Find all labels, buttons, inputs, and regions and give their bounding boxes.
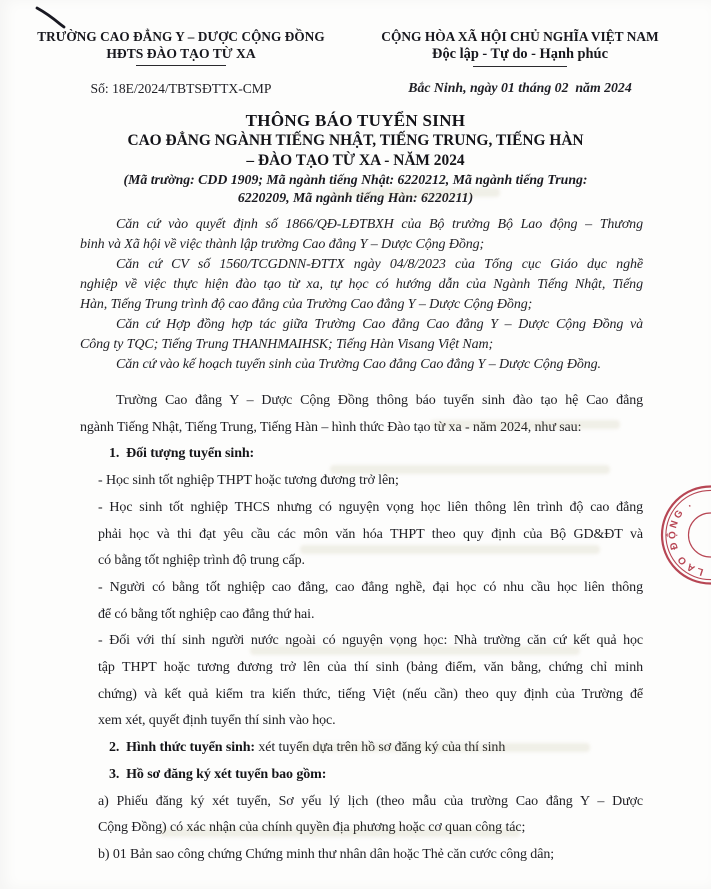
issuing-org-block xyxy=(30,28,332,97)
title-codes-line-1: (Mã trường: CDD 1909; Mã ngành tiếng Nhật: 6220212, Mã ngành tiếng Trung: xyxy=(123,172,588,187)
stamp-inner-ring xyxy=(689,513,711,557)
bleed-artifact xyxy=(330,188,500,197)
text-segment: Căn cứ vào kế hoạch tuyển sinh của Trường Cao đẳng Cao đẳng Y – Dược Cộng Đồng. xyxy=(116,357,601,372)
text-segment: xét tuyển dựa trên hồ sơ đăng ký của thí sinh xyxy=(254,740,506,756)
title-line-2: CAO ĐẲNG NGÀNH TIẾNG NHẬT, TIẾNG TRUNG, TIẾNG HÀN xyxy=(127,132,584,149)
title-codes-line-2: 6220209, Mã ngành tiếng Hàn: 6220211) xyxy=(237,190,474,205)
text-segment: 3. Hồ sơ đăng ký xét tuyển bao gồm: xyxy=(109,766,327,782)
body-line xyxy=(98,655,643,682)
bleed-artifact xyxy=(430,420,620,429)
text-segment: nghiệp về việc thực hiện đào tạo từ xa, tự học có hướng dẫn của Ngành Tiếng Nhật, Tiếng xyxy=(80,277,643,292)
bleed-artifact xyxy=(300,743,590,752)
org-name: TRƯỜNG CAO ĐẲNG Y – DƯỢC CỘNG ĐỒNG xyxy=(37,29,325,44)
body-line xyxy=(80,355,643,375)
red-stamp xyxy=(650,478,711,592)
document-body xyxy=(80,215,643,869)
body-line xyxy=(109,762,643,789)
text-segment: a) Phiếu đăng ký xét tuyển, Sơ yếu lý lịch (theo mẫu của trường Cao đẳng Y – Dược xyxy=(98,793,643,809)
body-line xyxy=(80,295,643,315)
body-line xyxy=(80,275,643,295)
national-motto-block xyxy=(361,28,679,97)
text-segment: 2. Hình thức tuyển sinh: xyxy=(109,740,255,756)
body-line xyxy=(98,602,643,629)
body-line xyxy=(80,335,643,355)
text-segment: xem xét, quyết định tuyển thí sinh vào học. xyxy=(98,713,336,729)
text-segment: - Đối với thí sinh người nước ngoài có nguyện vọng học: Nhà trường căn cứ kết quả học xyxy=(98,633,643,649)
text-segment: - Học sinh tốt nghiệp THCS nhưng có nguyện vọng học liên thông lên trình độ cao đẳng xyxy=(98,499,643,515)
text-segment: Căn cứ CV số 1560/TCGDNN-ĐTTX ngày 04/8/2023 của Tổng cục Giáo dục nghề xyxy=(116,257,643,272)
text-segment: tập THPT hoặc tương đương trở lên của thí sinh (bảng điểm, văn bằng, chứng chỉ minh xyxy=(98,660,643,676)
text-segment: - Người có bằng tốt nghiệp cao đẳng, cao đẳng nghề, đại học có nhu cầu học liên thông xyxy=(98,579,643,595)
place-date: Bắc Ninh, ngày 01 tháng 02 năm 2024 xyxy=(408,80,632,95)
national-title: CỘNG HÒA XÃ HỘI CHỦ NGHĨA VIỆT NAM xyxy=(381,29,659,44)
text-segment: Trường Cao đẳng Y – Dược Cộng Đồng thông báo tuyển sinh đào tạo hệ Cao đẳng xyxy=(116,393,643,408)
text-segment: Căn cứ Hợp đồng hợp tác giữa Trường Cao đẳng Cao đẳng Y – Dược Cộng Đồng và xyxy=(116,317,643,332)
doc-number: Số: 18E/2024/TBTSĐTTX-CMP xyxy=(90,81,272,96)
body-line xyxy=(98,789,643,816)
bleed-artifact xyxy=(250,646,580,655)
text-segment: 1. Đối tượng tuyển sinh: xyxy=(109,446,255,462)
text-segment: để có bằng tốt nghiệp cao đẳng thứ hai. xyxy=(98,606,315,622)
stamp-arc-text: LAO ĐỘNG . xyxy=(667,497,705,578)
text-segment: b) 01 Bản sao công chứng Chứng minh thư nhân dân hoặc Thẻ căn cước công dân; xyxy=(98,846,555,862)
text-segment: ngành Tiếng Nhật, Tiếng Trung, Tiếng Hàn – hình thức Đào tạo từ xa - năm 2024, như sau: xyxy=(80,419,582,435)
text-segment: có bằng tốt nghiệp trình độ trung cấp. xyxy=(98,553,305,569)
org-subtitle: HĐTS ĐÀO TẠO TỪ XA xyxy=(106,46,256,61)
body-line xyxy=(98,682,643,709)
body-line xyxy=(80,315,643,335)
title-line-3: – ĐÀO TẠO TỪ XA - NĂM 2024 xyxy=(246,152,465,169)
text-segment: Công ty TQC; Tiếng Trung THANHMAIHSK; Tiếng Hàn Visang Việt Nam; xyxy=(80,337,494,352)
text-segment: phải học và thi đạt yêu cầu các môn văn hóa THPT theo quy định của Bộ GD&ĐT và xyxy=(98,526,643,542)
body-line xyxy=(80,235,643,255)
text-segment: Hàn, Tiếng Trung trình độ cao đẳng của Trường Cao đẳng Y – Dược Cộng Đồng; xyxy=(80,297,533,312)
body-line xyxy=(80,255,643,275)
text-segment: chứng) và kết quả kiểm tra kiến thức, tiếng Việt (nếu cần) theo quy định của Trường để xyxy=(98,686,643,702)
body-line xyxy=(98,842,643,869)
bleed-artifact xyxy=(330,465,610,474)
body-line xyxy=(98,575,643,602)
body-line xyxy=(98,495,643,522)
body-line xyxy=(80,388,643,415)
body-line xyxy=(98,708,643,735)
text-segment: Cộng Đồng) có xác nhận của chính quyền địa phương hoặc cơ quan công tác; xyxy=(98,820,526,836)
motto-underline xyxy=(473,66,567,67)
org-underline xyxy=(136,65,226,66)
text-segment: - Học sinh tốt nghiệp THPT hoặc tương đương trở lên; xyxy=(98,473,399,489)
national-motto: Độc lập - Tự do - Hạnh phúc xyxy=(432,46,608,62)
document-header xyxy=(0,0,711,97)
page-title: THÔNG BÁO TUYỂN SINH xyxy=(245,111,466,130)
bleed-artifact xyxy=(160,828,520,837)
bleed-artifact xyxy=(300,545,600,554)
text-segment: Căn cứ vào quyết định số 1866/QĐ-LĐTBXH của Bộ trưởng Bộ Lao động – Thương xyxy=(116,217,643,232)
pen-mark-artifact xyxy=(30,4,74,34)
text-segment: binh và Xã hội về việc thành lập trường Cao đẳng Y – Dược Cộng Đồng; xyxy=(80,237,485,252)
body-line xyxy=(80,215,643,235)
